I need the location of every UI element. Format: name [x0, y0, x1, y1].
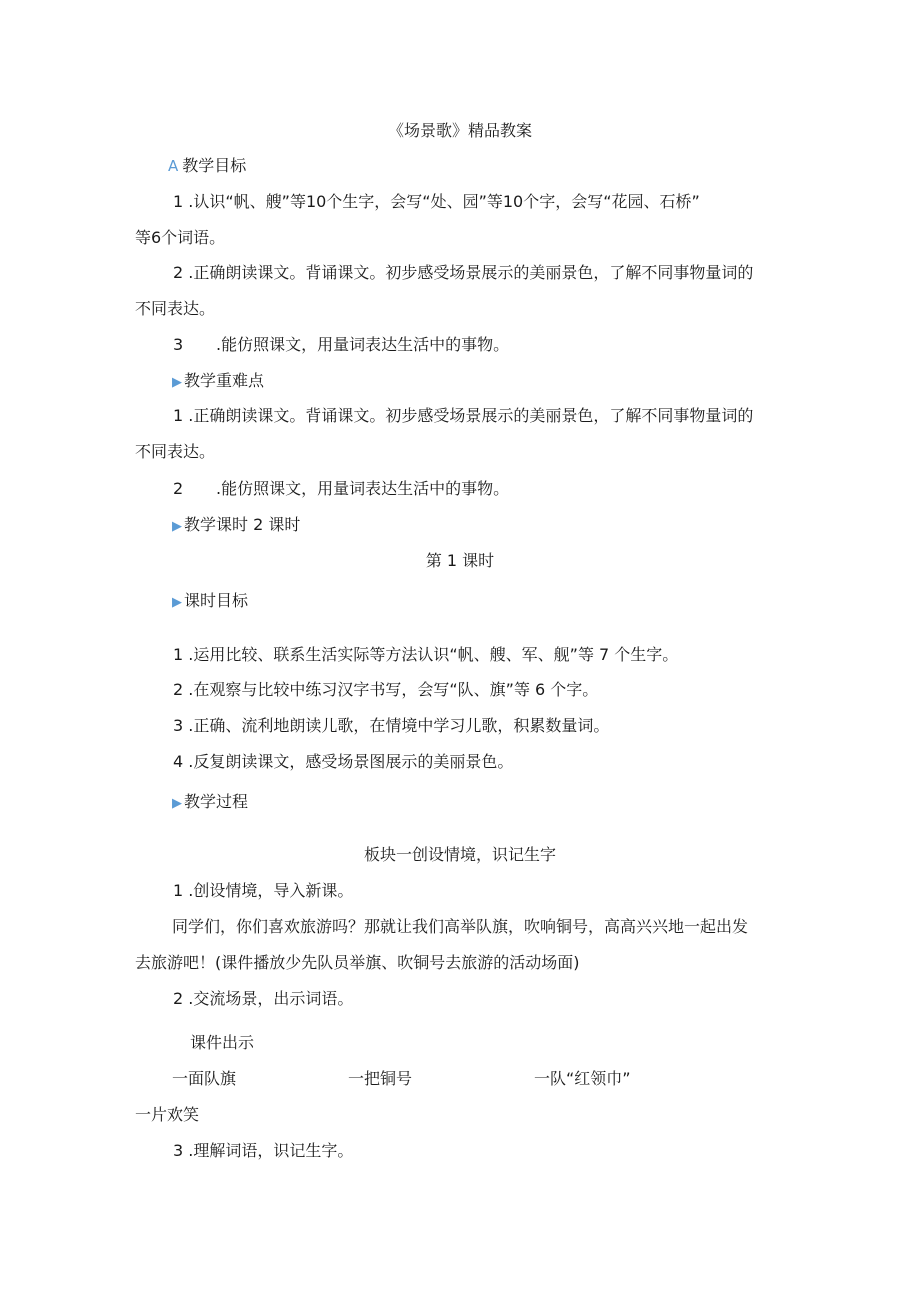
item-number: 3 — [173, 335, 184, 354]
item-number: 3 — [173, 1141, 184, 1160]
item-text: .正确朗读课文。背诵课文。初步感受场景展示的美丽景色，了解不同事物量词的 — [183, 263, 754, 282]
item-text: .能仿照课文，用量词表达生活中的事物。 — [216, 335, 510, 354]
item-text: .创设情境，导入新课。 — [183, 881, 354, 900]
word-item: 一队“红领巾” — [534, 1069, 631, 1088]
word-item: 一面队旗 — [172, 1069, 237, 1088]
play-arrow-icon: ▶ — [172, 796, 182, 811]
item-text: .能仿照课文，用量词表达生活中的事物。 — [216, 479, 510, 498]
play-arrow-icon: ▶ — [172, 519, 182, 534]
step-3 — [173, 1141, 353, 1161]
section-heading-text: 课时目标 — [184, 591, 249, 610]
section-heading-text: 教学过程 — [184, 792, 249, 811]
lesson-goal-4 — [173, 752, 513, 772]
play-arrow-icon: ▶ — [172, 595, 182, 610]
lesson-title: 第 1 课时 — [425, 551, 495, 570]
block-title: 板块一创设情境，识记生字 — [363, 845, 556, 864]
item-text: .正确朗读课文。背诵课文。初步感受场景展示的美丽景色，了解不同事物量词的 — [183, 406, 754, 425]
item-number: 2 — [173, 680, 184, 699]
item-number: 1 — [173, 645, 184, 664]
intro-paragraph-line-1: 同学们，你们喜欢旅游吗？那就让我们高举队旗，吹响铜号，高高兴兴地一起出发 — [172, 917, 749, 936]
item-number: 4 — [173, 752, 184, 771]
section-heading-text: 教学课时 2 课时 — [184, 515, 301, 534]
goal-item-1 — [173, 192, 700, 212]
item-number: 1 — [173, 881, 184, 900]
goal-item-3 — [173, 335, 509, 355]
key-item-1 — [173, 406, 753, 426]
word-item: 一把铜号 — [348, 1069, 413, 1088]
word-item: 一片欢笑 — [135, 1105, 200, 1124]
section-heading-key — [172, 371, 264, 393]
section-heading-text: 教学重难点 — [184, 371, 265, 390]
item-number: 1 — [173, 192, 184, 211]
item-text: .反复朗读课文，感受场景图展示的美丽景色。 — [183, 752, 514, 771]
item-text: .在观察与比较中练习汉字书写，会写“队、旗”等 6 个字。 — [183, 680, 599, 699]
courseware-label: 课件出示 — [190, 1033, 255, 1052]
item-number: 2 — [173, 479, 184, 498]
section-heading-hours — [172, 515, 300, 537]
section-heading-goals — [168, 156, 246, 176]
key-item-2 — [173, 479, 509, 499]
section-marker-icon: A — [168, 157, 179, 175]
lesson-goal-2 — [173, 680, 598, 700]
goal-item-1-cont: 等6个词语。 — [135, 228, 226, 247]
item-number: 1 — [173, 406, 184, 425]
section-heading-text: 教学目标 — [182, 156, 247, 175]
item-number: 2 — [173, 989, 184, 1008]
play-arrow-icon: ▶ — [172, 375, 182, 390]
item-number: 3 — [173, 716, 184, 735]
goal-item-2 — [173, 263, 753, 283]
item-text: .认识“帆、艘”等10个生字，会写“处、园”等10个字，会写“花园、石桥” — [183, 192, 700, 211]
goal-item-2-cont: 不同表达。 — [135, 299, 216, 318]
lesson-goal-3 — [173, 716, 609, 736]
step-1 — [173, 881, 353, 901]
item-text: .理解词语，识记生字。 — [183, 1141, 354, 1160]
lesson-goal-1 — [173, 645, 678, 665]
section-heading-lesson-goals — [172, 591, 248, 613]
item-text: .交流场景，出示词语。 — [183, 989, 354, 1008]
intro-paragraph-line-2: 去旅游吧！(课件播放少先队员举旗、吹铜号去旅游的活动场面) — [135, 953, 580, 972]
item-text: .正确、流利地朗读儿歌，在情境中学习儿歌，积累数量词。 — [183, 716, 610, 735]
step-2 — [173, 989, 353, 1009]
key-item-1-cont: 不同表达。 — [135, 442, 216, 461]
page-title: 《场景歌》精品教案 — [387, 121, 532, 140]
item-text: .运用比较、联系生活实际等方法认识“帆、艘、军、舰”等 7 个生字。 — [183, 645, 679, 664]
section-heading-process — [172, 792, 248, 814]
item-number: 2 — [173, 263, 184, 282]
